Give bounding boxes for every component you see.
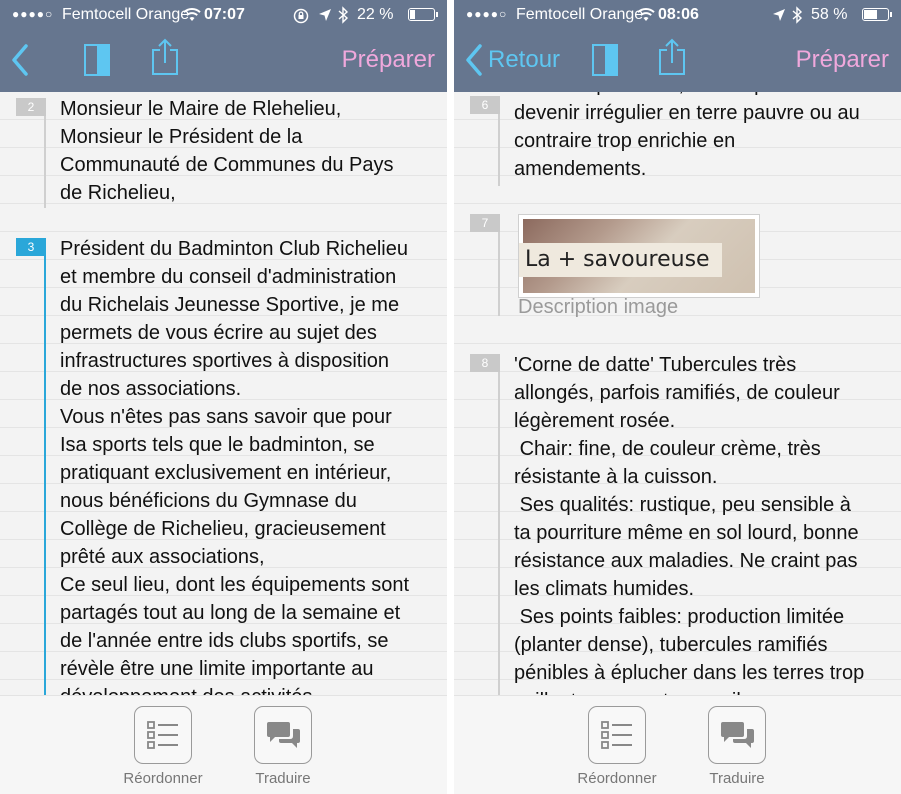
reorder-label: Réordonner — [577, 770, 657, 787]
block-number: 3 — [16, 238, 46, 256]
share-icon — [658, 38, 686, 76]
prepare-button[interactable]: Préparer — [795, 46, 889, 73]
back-button[interactable] — [10, 42, 30, 78]
note-block-6[interactable] — [454, 96, 901, 196]
speech-bubbles-icon — [718, 719, 756, 751]
back-button[interactable] — [464, 42, 560, 78]
note-block-3[interactable] — [0, 238, 447, 708]
block-marker-line — [44, 256, 46, 716]
image-caption-text: La + savoureuse — [519, 243, 722, 277]
status-bar — [454, 0, 901, 32]
signal-strength-icon: ●●●●○ — [466, 7, 508, 21]
share-button[interactable] — [658, 38, 686, 81]
back-label: Retour — [488, 46, 561, 73]
location-arrow-icon — [318, 8, 332, 22]
screen-left — [0, 0, 447, 793]
block-marker-line — [498, 372, 500, 712]
header — [0, 0, 447, 92]
battery-level-fill — [410, 10, 415, 19]
list-icon — [600, 718, 634, 752]
block-text: 'Corne de datte' Tubercules très allongés, parfois ramifiés, de couleur légèrement rosée. Chair: fine, de couleur crème, très résistante à la cuisson. Ses qualités: rustique, peu sensible à ta pourriture même en sol lourd, bonne résistance aux maladies. Ne craint pas les climats humides. Ses points faibles: production limitée (planter dense), tubercules ramifiés pénibles à éplucher dans les terres trop — [514, 354, 865, 684]
wifi-icon — [637, 8, 655, 22]
battery-percentage: 22 % — [357, 6, 394, 23]
block-marker-line — [498, 114, 500, 186]
wifi-icon — [183, 8, 201, 22]
layout-toggle-button[interactable] — [84, 44, 110, 81]
list-icon — [146, 718, 180, 752]
battery-icon — [408, 8, 435, 21]
note-content[interactable] — [454, 92, 901, 695]
split-view-icon — [84, 44, 110, 76]
share-button[interactable] — [151, 38, 179, 81]
battery-icon — [862, 8, 889, 21]
split-view-icon — [592, 44, 618, 76]
reorder-button[interactable] — [113, 706, 213, 787]
block-text: devenir irrégulier en terre pauvre ou au contraire trop enrichie en amendements. — [514, 102, 860, 180]
translate-button[interactable] — [687, 706, 787, 787]
speech-bubbles-icon — [264, 719, 302, 751]
note-block-7[interactable] — [454, 214, 901, 324]
battery-level-fill — [864, 10, 877, 19]
rotation-lock-icon — [293, 8, 309, 24]
translate-label: Traduire — [255, 770, 311, 787]
chevron-left-icon — [464, 43, 484, 77]
block-number: 7 — [470, 214, 500, 232]
layout-toggle-button[interactable] — [592, 44, 618, 81]
bluetooth-icon — [338, 6, 348, 24]
screen-divider — [447, 0, 454, 793]
note-block-8[interactable] — [454, 354, 901, 714]
location-arrow-icon — [772, 8, 786, 22]
block-marker-line — [44, 116, 46, 208]
share-icon — [151, 38, 179, 76]
reorder-label: Réordonner — [123, 770, 203, 787]
screen-right — [454, 0, 901, 793]
block-number: 2 — [16, 98, 46, 116]
block-text: Président du Badminton Club Richelieu et membre du conseil d'administration du Richelais Jeunesse Sportive, je me permets de vous écrire au sujet des infrastructures sportives à disposition de nos associations. Vous n'êtes pas sans savoir que pour Isa sports tels que le badminton, se pratiquant exclusivement en intérieur, nous bénéficions du Gymnase du Collège de Richelieu, gracieusement prêté aux associations, Ce seul lieu, dont les équipements sont partagés tout au long de la semaine et de l'année entre ids clubs sportifs, se révèle être une limite importante au — [60, 238, 410, 680]
battery-percentage: 58 % — [811, 6, 848, 23]
image-description[interactable]: Description image — [518, 296, 679, 318]
navigation-bar — [454, 32, 901, 92]
navigation-bar — [0, 32, 447, 92]
translate-button[interactable] — [233, 706, 333, 787]
clock: 08:06 — [658, 6, 699, 23]
carrier-name: Femtocell Orange — [62, 6, 190, 23]
bottom-toolbar — [0, 695, 447, 794]
signal-strength-icon: ●●●●○ — [12, 7, 54, 21]
block-marker-line — [498, 232, 500, 316]
clock: 07:07 — [204, 6, 245, 23]
block-number: 8 — [470, 354, 500, 372]
bluetooth-icon — [792, 6, 802, 24]
reorder-button[interactable] — [567, 706, 667, 787]
note-content[interactable] — [0, 92, 447, 695]
chevron-left-icon — [10, 43, 30, 77]
note-block-2[interactable] — [0, 98, 447, 208]
header — [454, 0, 901, 92]
carrier-name: Femtocell Orange — [516, 6, 644, 23]
block-number: 6 — [470, 96, 500, 114]
prepare-button[interactable]: Préparer — [341, 46, 435, 73]
translate-label: Traduire — [709, 770, 765, 787]
image-thumbnail[interactable] — [518, 214, 760, 298]
status-bar — [0, 0, 447, 32]
block-text: Monsieur le Maire de Rlehelieu, Monsieur le Président de la Communauté de Communes du Pays de Richelieu, — [60, 98, 394, 204]
bottom-toolbar — [454, 695, 901, 794]
photo — [523, 219, 755, 293]
